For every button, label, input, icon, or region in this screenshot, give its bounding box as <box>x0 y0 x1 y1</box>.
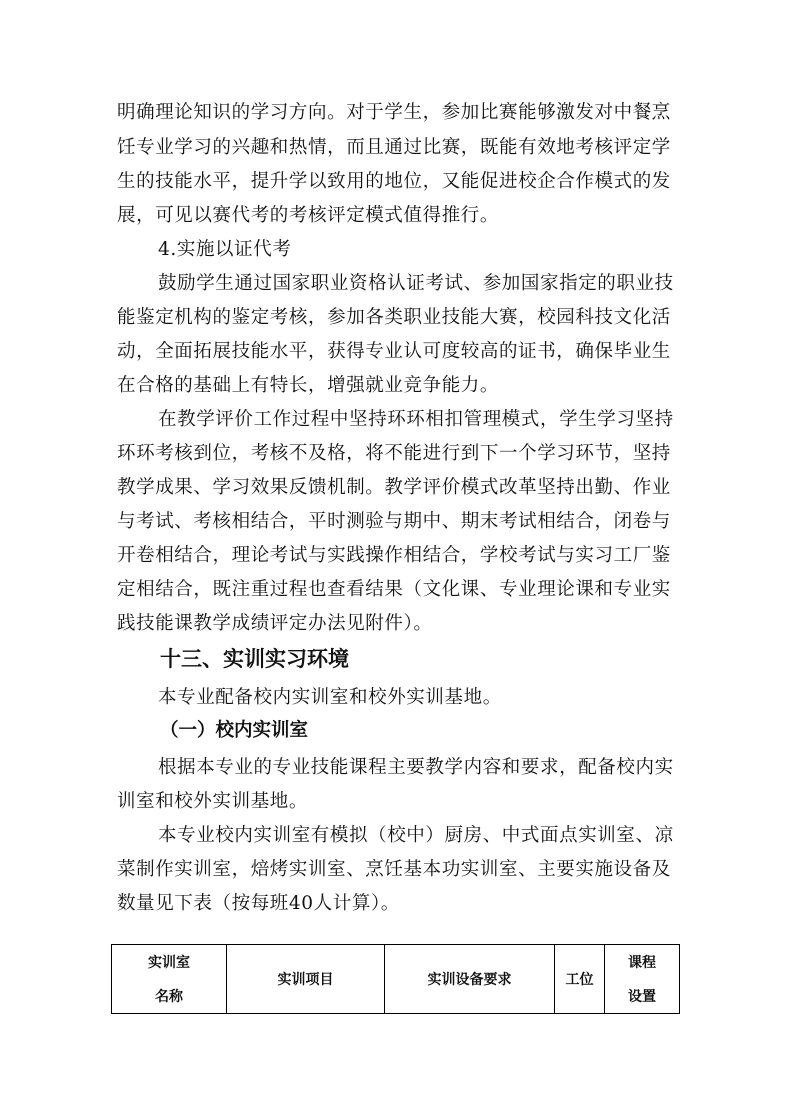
header-room-name <box>112 945 227 1014</box>
header-text: 名称 <box>155 989 183 1005</box>
paragraph-line: 在教学评价工作过程中坚持环环相扣管理模式，学生学习坚持 <box>158 409 674 430</box>
table-header-row <box>112 945 680 1014</box>
header-text: 工位 <box>565 972 594 988</box>
section-heading: 十三、实训实习环境 <box>160 647 349 671</box>
paragraph-line: 开卷相结合，理论考试与实践操作相结合，学校考试与实习工厂鉴 <box>117 545 671 566</box>
header-text: 实训室 <box>148 955 190 971</box>
paragraph-line: 根据本专业的专业技能课程主要教学内容和要求，配备校内实 <box>158 757 674 778</box>
paragraph-line: 鼓励学生通过国家职业资格认证考试、参加国家指定的职业技 <box>158 273 674 294</box>
paragraph-line: 训室和校外实训基地。 <box>117 791 309 812</box>
paragraph-line: 展，可见以赛代考的考核评定模式值得推行。 <box>117 205 500 226</box>
header-training-item <box>227 945 385 1014</box>
subsection-heading: （一）校内实训室 <box>160 720 309 741</box>
header-text: 实训设备要求 <box>427 972 512 988</box>
list-item-heading: 4.实施以证代考 <box>158 239 292 260</box>
training-room-table <box>111 944 680 1014</box>
header-workstation <box>555 945 605 1014</box>
paragraph-line: 本专业配备校内实训室和校外实训基地。 <box>158 687 502 708</box>
paragraph-line: 菜制作实训室，焙烤实训室、烹饪基本功实训室、主要实施设备及 <box>117 859 671 880</box>
header-text: 设置 <box>628 989 656 1005</box>
paragraph-line: 环环考核到位，考核不及格，将不能进行到下一个学习环节，坚持 <box>117 443 671 464</box>
paragraph-line: 定相结合，既注重过程也查看结果（文化课、专业理论课和专业实 <box>117 579 671 600</box>
paragraph-line: 生的技能水平，提升学以致用的地位，又能促进校企合作模式的发 <box>117 171 671 192</box>
header-course-setting <box>605 945 680 1014</box>
paragraph-line: 明确理论知识的学习方向。对于学生，参加比赛能够激发对中餐烹 <box>117 102 671 123</box>
paragraph-line: 动，全面拓展技能水平，获得专业认可度较高的证书，确保毕业生 <box>117 341 671 362</box>
paragraph-line: 数量见下表（按每班40人计算）。 <box>117 893 400 914</box>
header-text: 实训项目 <box>277 972 334 988</box>
paragraph-line: 在合格的基础上有特长，增强就业竞争能力。 <box>117 375 500 396</box>
header-equipment-requirements <box>385 945 555 1014</box>
header-text: 课程 <box>628 955 656 971</box>
paragraph-line: 本专业校内实训室有模拟（校中）厨房、中式面点实训室、凉 <box>158 825 674 846</box>
paragraph-line: 与考试、考核相结合，平时测验与期中、期末考试相结合，闭卷与 <box>117 511 671 532</box>
paragraph-line: 践技能课教学成绩评定办法见附件）。 <box>117 613 433 634</box>
paragraph-line: 饪专业学习的兴趣和热情，而且通过比赛，既能有效地考核评定学 <box>117 137 671 158</box>
paragraph-line: 教学成果、学习效果反馈机制。教学评价模式改革坚持出勤、作业 <box>117 477 671 498</box>
paragraph-line: 能鉴定机构的鉴定考核，参加各类职业技能大赛，校园科技文化活 <box>117 307 671 328</box>
